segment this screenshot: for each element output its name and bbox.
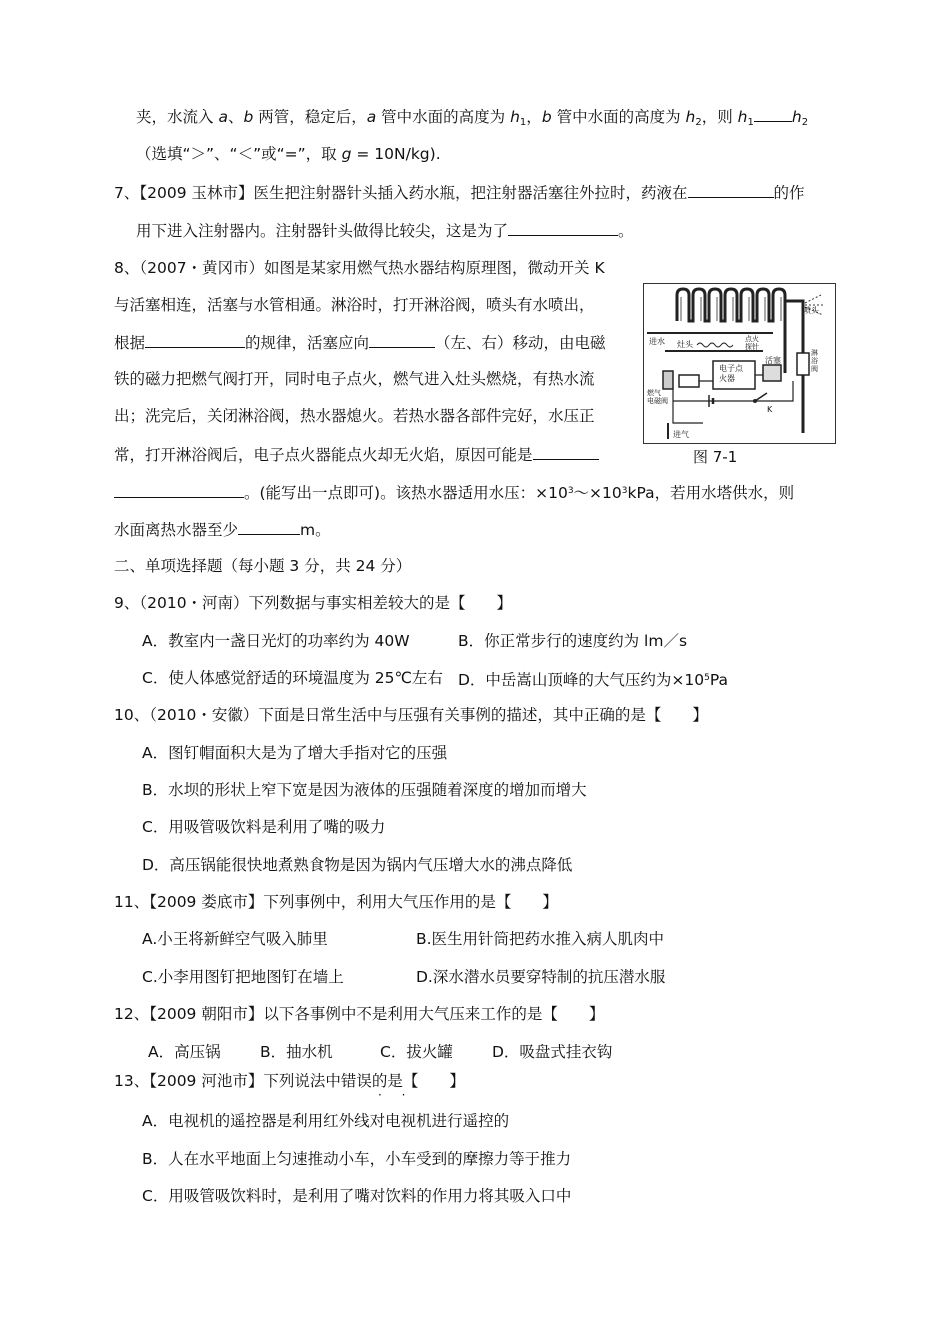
q8-text: 常，打开淋浴阀后，电子点火器能点火却无火焰，原因可能是: [114, 446, 533, 464]
q8-text: （左、右）移动，由电磁: [435, 334, 606, 352]
q11-stem: 11、【2009 娄底市】下列事例中，利用大气压作用的是【 】: [114, 893, 558, 911]
label-switch-k: K: [767, 405, 773, 414]
label-gas-in: 进气: [673, 430, 689, 439]
var-b: b: [243, 108, 254, 126]
q6-line-1: [136, 106, 808, 133]
var-a: a: [218, 108, 228, 126]
q6-text: 两管，稳定后，: [253, 108, 367, 126]
q8-text: ～×10: [573, 484, 622, 502]
q6-text: 夹，水流入: [136, 108, 219, 126]
q7-text: 用下进入注射器内。注射器针头做得比较尖，这是为了: [136, 222, 509, 240]
subscript: 2: [801, 117, 809, 128]
subscript: 1: [747, 117, 754, 128]
q10-option-d[interactable]: D．高压锅能很快地煮熟食物是因为锅内气压增大水的沸点降低: [142, 856, 573, 874]
superscript: 3: [621, 486, 628, 496]
label-piston: 活塞: [765, 356, 781, 365]
q6-text: ，: [526, 108, 542, 126]
q12-option-a[interactable]: A．高压锅: [148, 1043, 221, 1061]
q13-option-b[interactable]: B．人在水平地面上匀速推动小车，小车受到的摩擦力等于推力: [142, 1150, 572, 1168]
q8-text: 根据: [114, 334, 146, 352]
q8-line-5: 出；洗完后，关闭淋浴阀，热水器熄火。若热水器各部件完好，水压正: [114, 407, 595, 425]
q8-line-3: [114, 332, 606, 353]
q8-line-4: 铁的磁力把燃气阀打开，同时电子点火，燃气进入灶头燃烧，有热水流: [114, 370, 595, 388]
q9-option-d[interactable]: [458, 668, 728, 690]
q10-option-b[interactable]: B．水坝的形状上窄下宽是因为液体的压强随着深度的增加而增大: [142, 781, 587, 799]
q6-text: 、: [227, 108, 244, 126]
q12-option-b[interactable]: B．抽水机: [260, 1043, 333, 1061]
q8-text: m。: [300, 521, 331, 539]
label-shower-valve: 淋浴阀: [811, 349, 818, 373]
q11-option-d[interactable]: D.深水潜水员要穿特制的抗压潜水服: [416, 968, 666, 986]
q8-line-6: [114, 444, 599, 465]
q12-stem: 12、【2009 朝阳市】以下各事例中不是利用大气压来工作的是【 】: [114, 1005, 605, 1023]
q7-line-2: [136, 220, 634, 241]
answer-blank[interactable]: [114, 482, 244, 498]
q10-option-a[interactable]: A．图钉帽面积大是为了增大手指对它的压强: [142, 744, 448, 762]
label-gas-valve: 燃气 电磁阀: [647, 389, 668, 405]
q10-option-c[interactable]: C．用吸管吸饮料是利用了嘴的吸力: [142, 818, 386, 836]
q7-text: 7、【2009 玉林市】医生把注射器针头插入药水瓶，把注射器活塞往外拉时，药液在: [114, 184, 688, 202]
q13-option-a[interactable]: A．电视机的遥控器是利用红外线对电视机进行遥控的: [142, 1112, 510, 1130]
q8-text: kPa，若用水塔供水，则: [627, 484, 795, 502]
var-b: b: [541, 108, 552, 126]
q9-d-text: Pa: [709, 671, 729, 689]
figure-caption: 图 7-1: [693, 448, 738, 466]
var-h: h: [737, 108, 748, 126]
q8-line-2: 与活塞相连，活塞与水管相通。淋浴时，打开淋浴阀，喷头有水喷出，: [114, 296, 595, 314]
q12-option-d[interactable]: D．吸盘式挂衣钩: [492, 1043, 613, 1061]
emphasis-dots: · ·: [378, 1088, 414, 1102]
answer-blank[interactable]: [508, 220, 618, 236]
superscript: 3: [567, 486, 574, 496]
answer-blank[interactable]: [238, 519, 300, 535]
answer-blank[interactable]: [533, 444, 599, 460]
q6-text: ，则: [701, 108, 738, 126]
q9-option-a[interactable]: A．教室内一盏日光灯的功率约为 40W: [142, 632, 410, 650]
q11-option-c[interactable]: C.小李用图钉把地图钉在墙上: [142, 968, 344, 986]
q6-text: = 10N/kg).: [351, 145, 441, 163]
q10-stem: 10、（2010・安徽）下面是日常生活中与压强有关事例的描述，其中正确的是【 】: [114, 706, 708, 724]
q6-line-2: [136, 144, 441, 164]
label-spray: 喷头: [803, 306, 819, 315]
q6-text: 管中水面的高度为: [551, 108, 686, 126]
q9-option-b[interactable]: B．你正常步行的速度约为 lm／s: [458, 632, 688, 650]
var-h: h: [510, 108, 520, 126]
label-water-in: 进水: [649, 337, 665, 346]
q8-line-1: 8、（2007・黄冈市）如图是某家用燃气热水器结构原理图，微动开关 K: [114, 259, 605, 277]
water-heater-diagram: [643, 283, 836, 444]
answer-blank[interactable]: [145, 332, 245, 348]
q6-text: （选填“＞”、“＜”或“=”，取: [136, 145, 342, 163]
var-a: a: [366, 108, 377, 126]
q9-d-text: D．中岳嵩山顶峰的大气压约为×10: [458, 671, 705, 689]
q13-stem: 13、【2009 河池市】下列说法中错误的是【 】: [114, 1072, 465, 1090]
q8-text: 的规律，活塞应向: [245, 334, 370, 352]
var-h: h: [685, 108, 696, 126]
q7-text: 。: [618, 222, 634, 240]
q8-line-8: [114, 519, 331, 540]
section-heading: 二、单项选择题（每小题 3 分，共 24 分）: [114, 557, 412, 575]
label-igniter-needle: 点火 探针: [745, 335, 759, 351]
answer-blank[interactable]: [369, 332, 435, 348]
label-stove: 灶头: [677, 340, 693, 349]
q9-stem: 9、（2010・河南）下列数据与事实相差较大的是【 】: [114, 594, 513, 612]
q7-line-1: [114, 182, 805, 203]
q8-line-7: [114, 481, 794, 503]
q12-option-c[interactable]: C．拔火罐: [380, 1043, 453, 1061]
subscript: 2: [695, 117, 702, 128]
superscript: 5: [704, 673, 710, 683]
answer-blank[interactable]: [754, 106, 792, 122]
subscript: 1: [519, 117, 527, 128]
label-igniter: 电子点 火器: [719, 364, 743, 383]
q9-option-c[interactable]: C．使人体感觉舒适的环境温度为 25℃左右: [142, 669, 443, 687]
q8-text: 。(能写出一点即可)。该热水器适用水压：×10: [244, 484, 568, 502]
var-g: g: [341, 145, 352, 163]
q13-option-c[interactable]: C．用吸管吸饮料时，是利用了嘴对饮料的作用力将其吸入口中: [142, 1187, 572, 1205]
q7-text: 的作: [773, 184, 805, 202]
q11-option-a[interactable]: A.小王将新鲜空气吸入肺里: [142, 930, 328, 948]
q11-option-b[interactable]: B.医生用针筒把药水推入病人肌肉中: [416, 930, 665, 948]
answer-blank[interactable]: [688, 182, 774, 198]
var-h: h: [791, 108, 802, 126]
q8-text: 水面离热水器至少: [114, 521, 239, 539]
q6-text: 管中水面的高度为: [376, 108, 511, 126]
